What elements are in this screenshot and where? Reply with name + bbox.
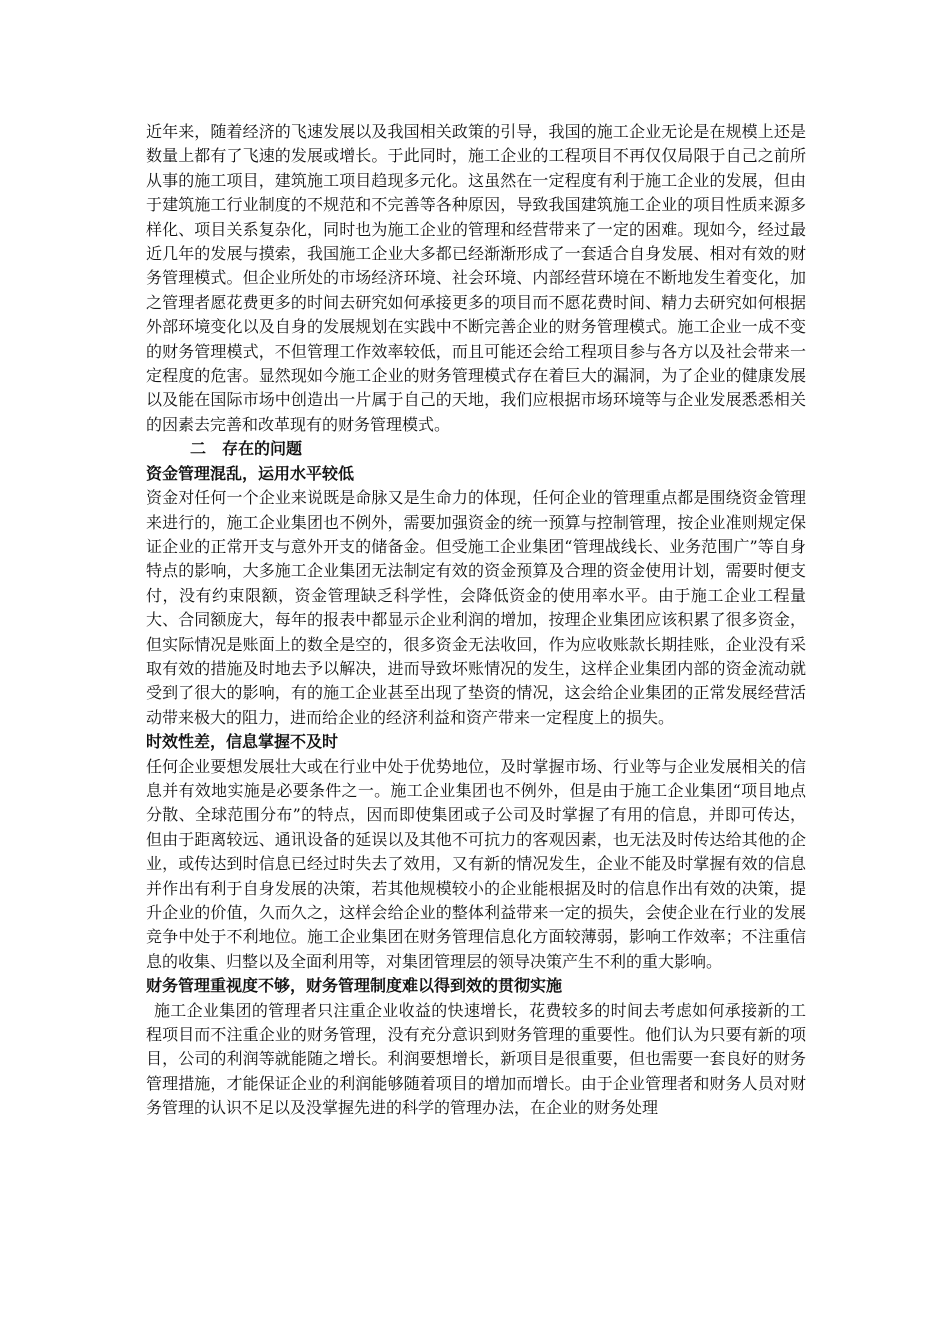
subsection-body-management: 施工企业集团的管理者只注重企业收益的快速增长，花费较多的时间去考虑如何承接新的工程项目而不注重企业的财务管理，没有充分意识到财务管理的重要性。他们认为只要有新的项目，公司的利润等就能随之增长。利润要想增长，新项目是很重要，但也需要一套良好的财务管理措施，才能保证企业的利润能够随着项目的增加而增长。由于企业管理者和财务人员对财务管理的认识不足以及没掌握先进的科学的管理办法，在企业的财务处理	[146, 1000, 806, 1118]
subsection-body-funds: 资金对任何一个企业来说既是命脉又是生命力的体现，任何企业的管理重点都是围绕资金管理来进行的，施工企业集团也不例外，需要加强资金的统一预算与控制管理，按企业准则规定保证企业的正常开支与意外开支的储备金。但受施工企业集团“管理战线长、业务范围广”等自身特点的影响，大多施工企业集团无法制定有效的资金预算及合理的资金使用计划，需要时便支付，没有约束限额，资金管理缺乏科学性，会降低资金的使用率水平。由于施工企业工程量大、合同额庞大，每年的报表中都显示企业利润的增加，按理企业集团应该积累了很多资金，但实际情况是账面上的数全是空的，很多资金无法收回，作为应收账款长期挂账，企业没有采取有效的措施及时地去予以解决，进而导致坏账情况的发生，这样企业集团内部的资金流动就受到了很大的影响，有的施工企业甚至出现了垫资的情况，这会给企业集团的正常发展经营活动带来极大的阻力，进而给企业的经济利益和资产带来一定程度上的损失。	[146, 488, 806, 727]
subsection-heading-funds: 资金管理混乱，运用水平较低	[146, 463, 355, 483]
section-title: 二 存在的问题	[190, 439, 303, 459]
subsection-heading-information: 时效性差，信息掌握不及时	[146, 732, 339, 752]
subsection-body-information: 任何企业要想发展壮大或在行业中处于优势地位，及时掌握市场、行业等与企业发展相关的信息并有效地实施是必要条件之一。施工企业集团也不例外，但是由于施工企业集团“项目地点分散、全球范围分布”的特点，因而即使集团或子公司及时掌握了有用的信息，并即可传达，但由于距离较远、通讯设备的延误以及其他不可抗力的客观因素，也无法及时传达给其他的企业，或传达到时信息已经过时失去了效用，又有新的情况发生，企业不能及时掌握有效的信息并作出有利于自身发展的决策，若其他规模较小的企业能根据及时的信息作出有效的决策，提升企业的价值，久而久之，这样会给企业的整体利益带来一定的损失，会使企业在行业的发展竞争中处于不利地位。施工企业集团在财务管理信息化方面较薄弱，影响工作效率；不注重信息的收集、归整以及全面利用等，对集团管理层的领导决策产生不利的重大影响。	[146, 756, 806, 971]
document-page	[146, 120, 806, 1121]
intro-paragraph: 近年来，随着经济的飞速发展以及我国相关政策的引导，我国的施工企业无论是在规模上还是数量上都有了飞速的发展或增长。于此同时，施工企业的工程项目不再仅仅局限于自己之前所从事的施工项目，建筑施工项目趋现多元化。这虽然在一定程度有利于施工企业的发展，但由于建筑施工行业制度的不规范和不完善等各种原因，导致我国建筑施工企业的项目性质来源多样化、项目关系复杂化，同时也为施工企业的管理和经营带来了一定的困难。现如今，经过最近几年的发展与摸索，我国施工企业大多都已经渐渐形成了一套适合自身发展、相对有效的财务管理模式。但企业所处的市场经济环境、社会环境、内部经营环境在不断地发生着变化，加之管理者愿花费更多的时间去研究如何承接更多的项目而不愿花费时间、精力去研究如何根据外部环境变化以及自身的发展规划在实践中不断完善企业的财务管理模式。施工企业一成不变的财务管理模式，不但管理工作效率较低，而且可能还会给工程项目参与各方以及社会带来一定程度的危害。显然现如今施工企业的财务管理模式存在着巨大的漏洞，为了企业的健康发展以及能在国际市场中创造出一片属于自己的天地，我们应根据市场环境等与企业发展悉悉相关的因素去完善和改革现有的财务管理模式。	[146, 122, 806, 434]
subsection-heading-management: 财务管理重视度不够，财务管理制度难以得到效的贯彻实施	[146, 976, 563, 996]
